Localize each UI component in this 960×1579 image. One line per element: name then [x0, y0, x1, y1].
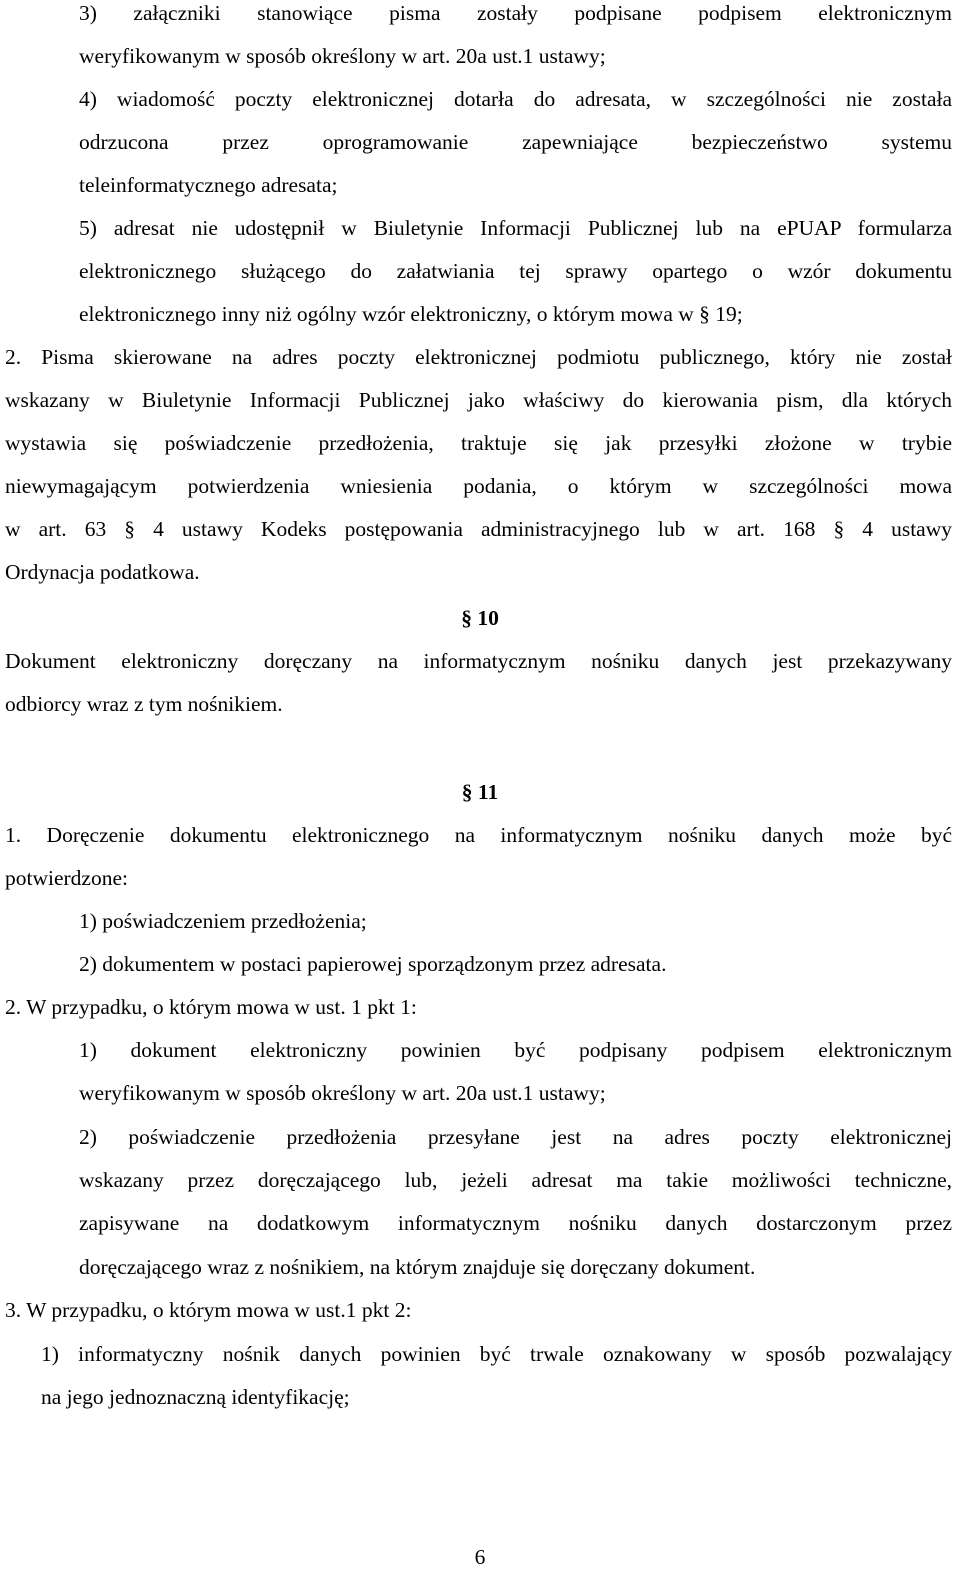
- text-line: weryfikowanym w sposób określony w art. 20a ust.1 ustawy;: [79, 44, 606, 68]
- text-line: weryfikowanym w sposób określony w art. 20a ust.1 ustawy;: [79, 1081, 606, 1105]
- text-line: zapisywane na dodatkowym informatycznym nośniku danych dostarczonym przez: [79, 1211, 952, 1235]
- text-line: wskazany przez doręczającego lub, jeżeli adresat ma takie możliwości techniczne,: [79, 1168, 952, 1192]
- text-line: elektronicznego służącego do załatwiania tej sprawy opartego o wzór dokumentu: [79, 259, 952, 283]
- section-heading: § 10: [461, 606, 499, 630]
- text-line: 1. Doręczenie dokumentu elektronicznego na informatycznym nośniku danych może być: [5, 823, 952, 847]
- text-line: wskazany w Biuletynie Informacji Publicznej jako właściwy do kierowania pism, dla których: [5, 388, 952, 412]
- text-line: doręczającego wraz z nośnikiem, na którym znajduje się doręczany dokument.: [79, 1255, 756, 1279]
- text-line: 1) dokument elektroniczny powinien być podpisany podpisem elektronicznym: [79, 1038, 952, 1062]
- text-line: 2) poświadczenie przedłożenia przesyłane jest na adres poczty elektronicznej: [79, 1125, 952, 1149]
- text-line: teleinformatycznego adresata;: [79, 173, 338, 197]
- text-line: odrzucona przez oprogramowanie zapewniające bezpieczeństwo systemu: [79, 130, 952, 154]
- page-number: 6: [474, 1545, 486, 1569]
- text-line: 2) dokumentem w postaci papierowej sporządzonym przez adresata.: [79, 952, 667, 976]
- text-line: niewymagającym potwierdzenia wniesienia podania, o którym w szczególności mowa: [5, 474, 952, 498]
- text-line: 3. W przypadku, o którym mowa w ust.1 pkt 2:: [5, 1298, 412, 1322]
- section-heading: § 11: [461, 780, 499, 804]
- text-line: odbiorcy wraz z tym nośnikiem.: [5, 692, 283, 716]
- text-line: na jego jednoznaczną identyfikację;: [41, 1385, 350, 1409]
- text-line: 3) załączniki stanowiące pisma zostały podpisane podpisem elektronicznym: [79, 1, 952, 25]
- text-line: wystawia się poświadczenie przedłożenia, traktuje się jak przesyłki złożone w trybie: [5, 431, 952, 455]
- text-line: 2. W przypadku, o którym mowa w ust. 1 pkt 1:: [5, 995, 417, 1019]
- text-line: 1) poświadczeniem przedłożenia;: [79, 909, 367, 933]
- text-line: Dokument elektroniczny doręczany na informatycznym nośniku danych jest przekazywany: [5, 649, 952, 673]
- text-line: w art. 63 § 4 ustawy Kodeks postępowania administracyjnego lub w art. 168 § 4 ustawy: [5, 517, 952, 541]
- text-line: 5) adresat nie udostępnił w Biuletynie Informacji Publicznej lub na ePUAP formularza: [79, 216, 952, 240]
- text-line: Ordynacja podatkowa.: [5, 560, 200, 584]
- text-line: potwierdzone:: [5, 866, 128, 890]
- text-line: 4) wiadomość poczty elektronicznej dotarła do adresata, w szczególności nie została: [79, 87, 952, 111]
- text-line: elektronicznego inny niż ogólny wzór elektroniczny, o którym mowa w § 19;: [79, 302, 743, 326]
- text-line: 2. Pisma skierowane na adres poczty elektronicznej podmiotu publicznego, który nie został: [5, 345, 952, 369]
- text-line: 1) informatyczny nośnik danych powinien być trwale oznakowany w sposób pozwalający: [41, 1342, 952, 1366]
